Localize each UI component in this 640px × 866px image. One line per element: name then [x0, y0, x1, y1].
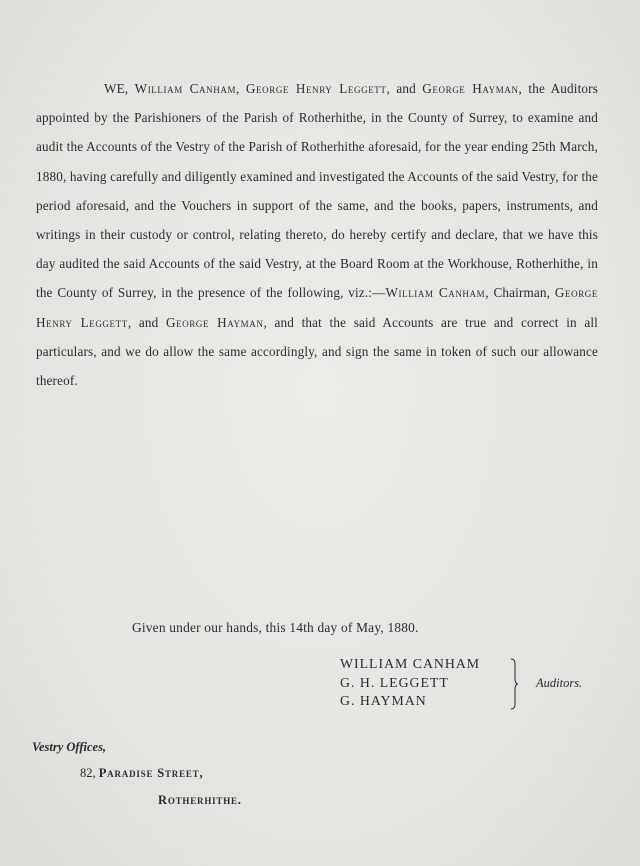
address-line-office: Vestry Offices, [32, 740, 107, 754]
text-fragment: , [236, 81, 246, 96]
auditor-name: George Henry Leggett [245, 81, 387, 96]
auditor-name: George Hayman [422, 81, 519, 96]
text-fragment: , the Auditors appointed by the Parishioners of the Parish of Rotherhithe, in the County of Surrey, to examine and audit the Accounts of the Vestry of the Parish of Rotherhithe aforesaid, for the year ending 25th March, 1880, having carefully and diligently examined and investigated the Accounts of the said Vestry, for the period aforesaid, and the Vouchers in support of the same, and the books, papers, instruments, and writings in their custody or control, relating thereto, do hereby certify and declare, that we have this day audited the said Accounts of the said Vestry, at the Board Room at the Workhouse, Rotherhithe, in the County of Surrey, in the presence of the following, viz.:— [36, 81, 599, 301]
given-date-line: Given under our hands, this 14th day of May, 1880. [132, 620, 419, 635]
chairman-name: William Canham [385, 285, 486, 301]
auditor-name: George Henry Leggett [36, 285, 598, 330]
text-fragment: , and [127, 314, 166, 330]
text-fragment: , and [386, 81, 423, 96]
brace-icon [509, 658, 519, 710]
auditor-name: George Hayman [165, 314, 264, 330]
street-number: 82, [80, 766, 99, 780]
text-fragment: , and that the said Accounts are true and correct in all particulars, and we do allow the same accordingly, and sign the same in token of such our allowance thereof. [36, 314, 598, 389]
signature-name: G. H. LEGGETT [340, 674, 449, 690]
signature-name: G. HAYMAN [340, 693, 427, 708]
signature-name: WILLIAM CANHAM [340, 656, 481, 671]
auditor-name: William Canham [134, 81, 237, 96]
opening-word: WE, [104, 81, 135, 96]
address-line-town: Rotherhithe. [158, 793, 242, 807]
street-name: Paradise Street, [98, 766, 204, 780]
text-fragment: , Chairman, [485, 285, 555, 301]
address-line-street [80, 766, 203, 781]
certificate-paragraph [36, 74, 598, 395]
signature-block [340, 655, 480, 711]
audit-certificate-text [36, 74, 598, 395]
auditors-label: Auditors. [536, 676, 583, 690]
